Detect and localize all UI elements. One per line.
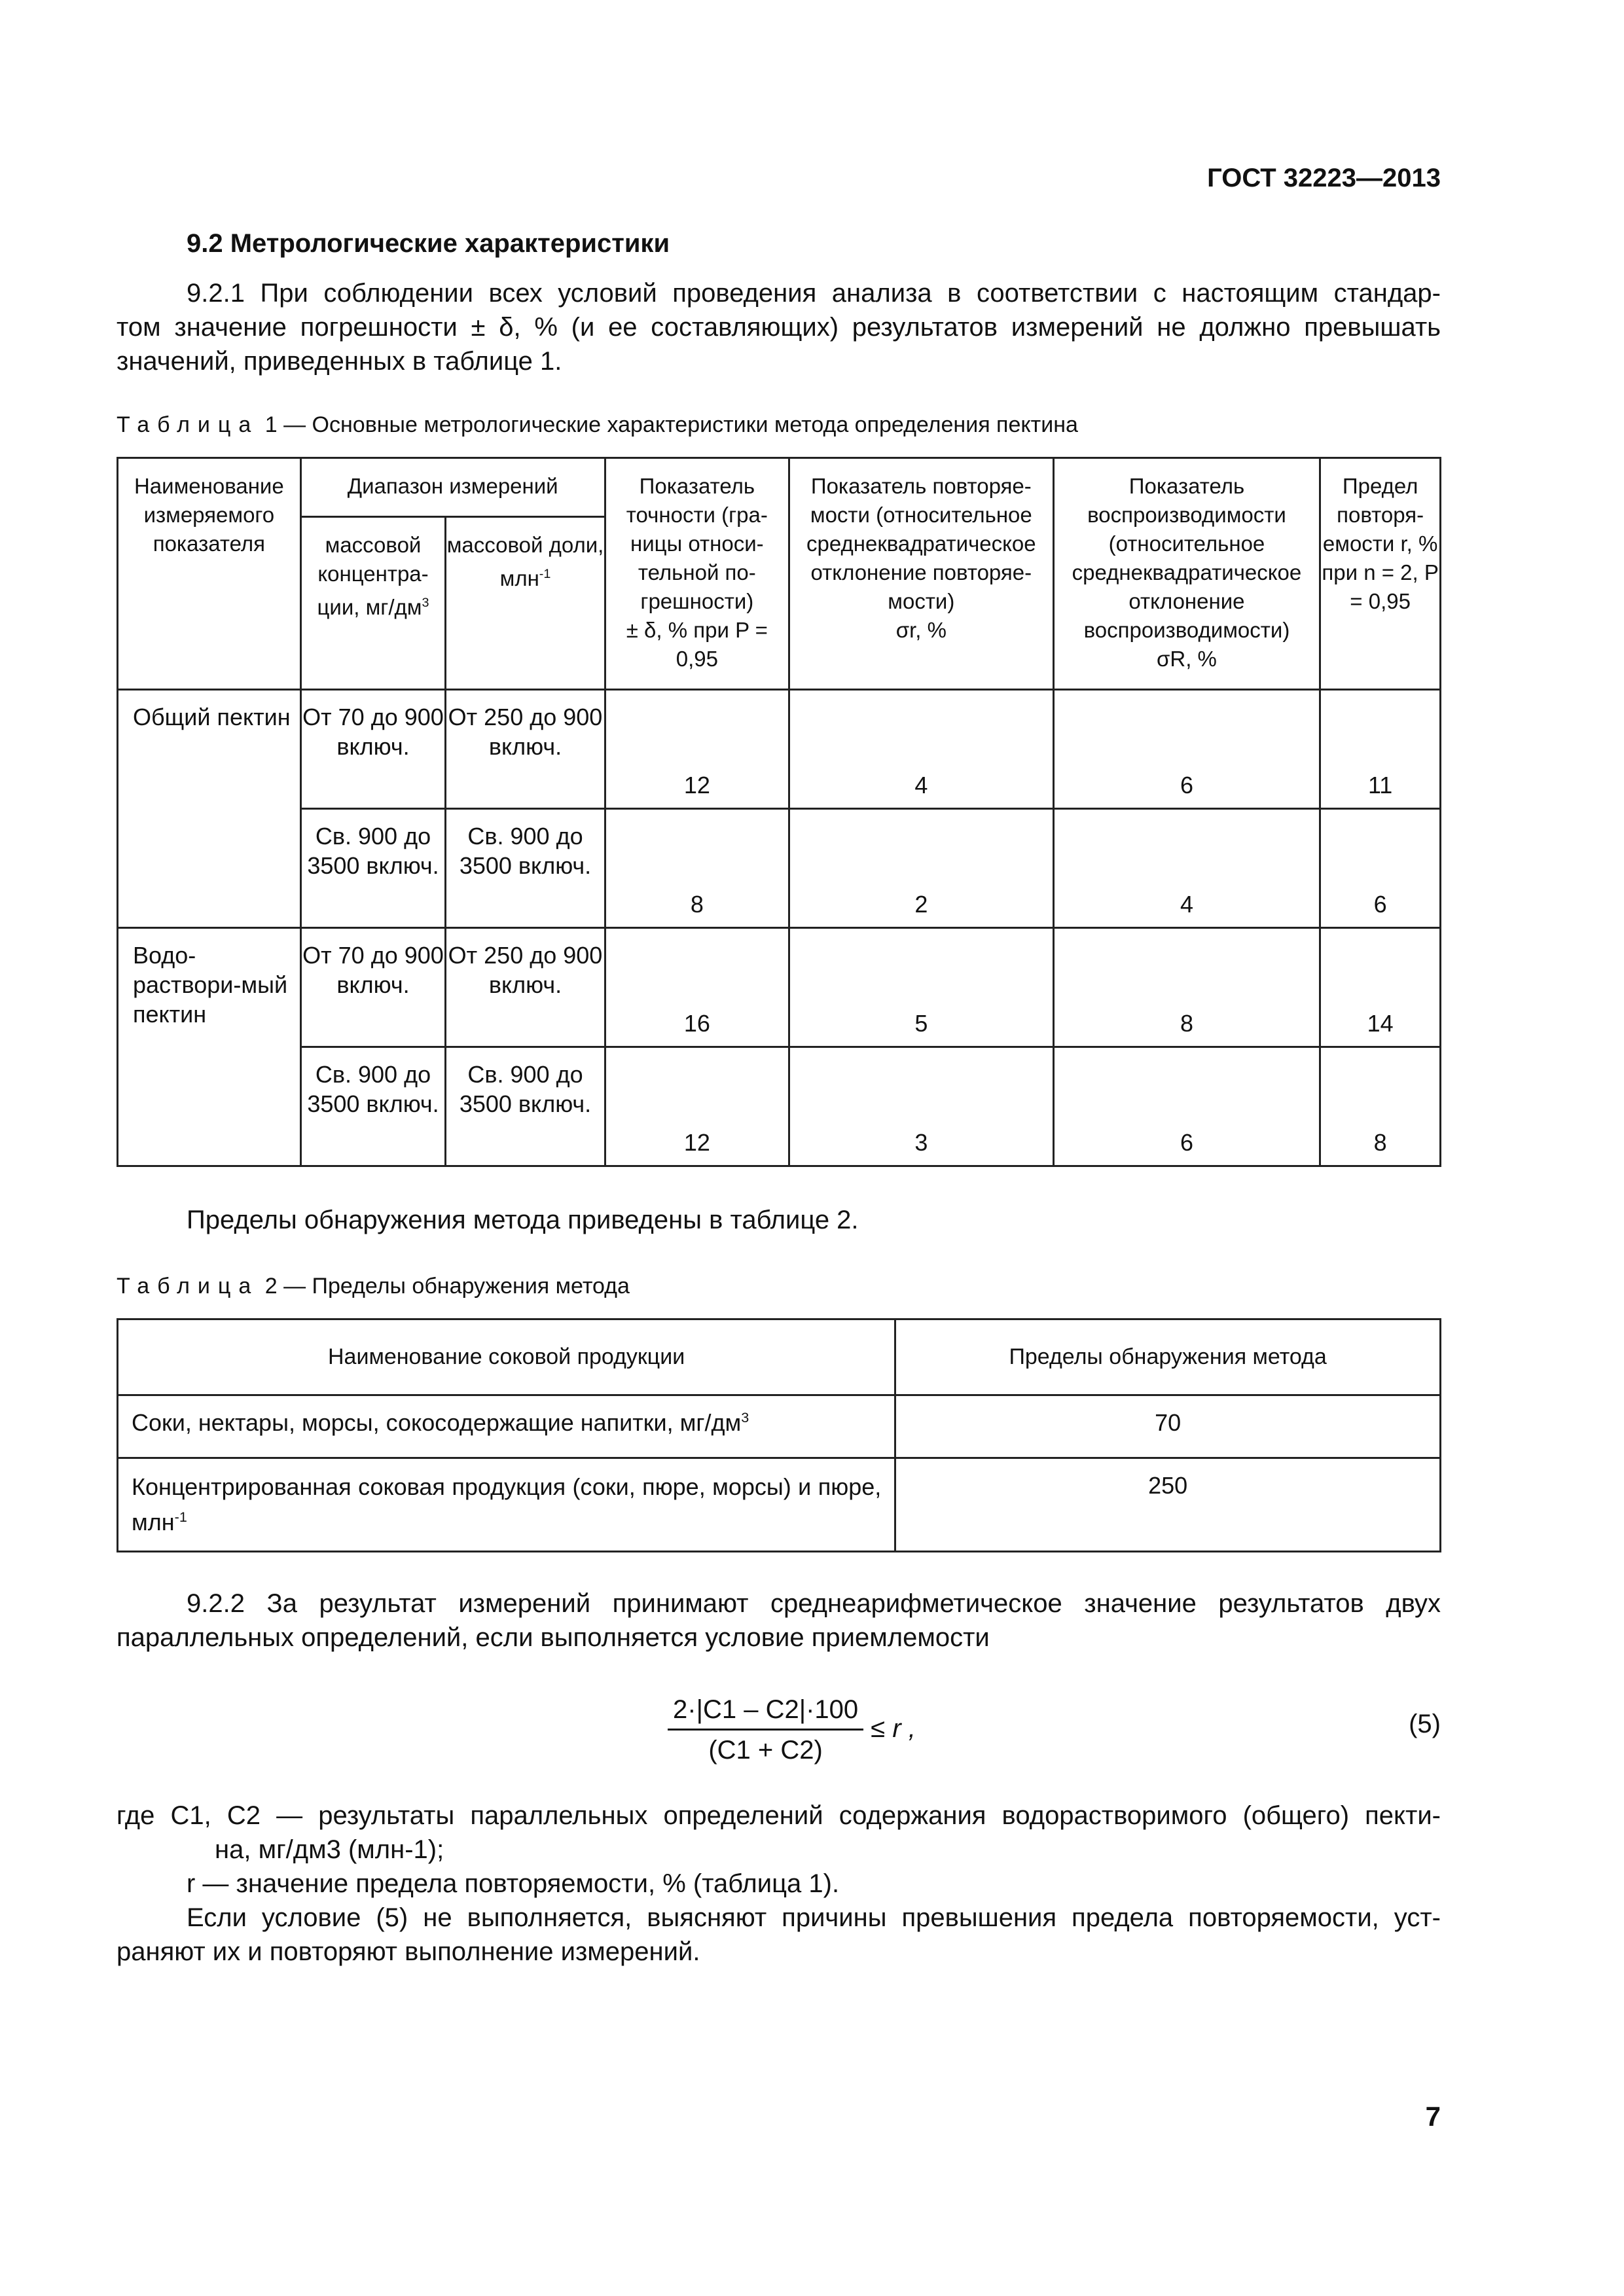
- repeatability-value: 2: [789, 809, 1054, 928]
- header-reproducibility-tail: σR, %: [1157, 647, 1217, 671]
- table-row: [118, 1047, 1441, 1166]
- where-line: на, мг/дм3 (млн-1);: [215, 1835, 444, 1864]
- header-measurement-range: Диапазон измерений: [300, 458, 605, 517]
- table2-caption-label: Таблица: [117, 1274, 259, 1299]
- standard-header: ГОСТ 32223—2013: [1207, 164, 1441, 192]
- limit-value: 8: [1320, 1047, 1441, 1166]
- product-name: [118, 1458, 895, 1552]
- formula-numerator: 2·|C1 – C2|·100: [668, 1695, 863, 1731]
- section-title: 9.2 Метрологические характеристики: [187, 229, 670, 258]
- metrology-table: [117, 457, 1441, 1167]
- table2-caption-text: 2 — Пределы обнаружения метода: [259, 1274, 630, 1299]
- header-detection-limit: Пределы обнаружения метода: [895, 1319, 1441, 1395]
- range-fraction: Св. 900 до 3500 включ.: [446, 1047, 605, 1166]
- formula-denominator: (C1 + C2): [708, 1736, 823, 1765]
- accuracy-value: 12: [605, 690, 789, 809]
- superscript: 3: [741, 1409, 749, 1426]
- table1-caption: [117, 412, 1078, 438]
- header-accuracy-text: Показатель точности (гра-ницы относи-тельной по-грешности): [626, 474, 768, 613]
- page-number: 7: [1425, 2101, 1441, 2132]
- product-name-text: Концентрированная соковая продукция (соки, пюре, морсы) и пюре, млн: [132, 1473, 882, 1535]
- range-fraction: От 250 до 900 включ.: [446, 928, 605, 1047]
- accuracy-value: 12: [605, 1047, 789, 1166]
- detection-limits-paragraph: Пределы обнаружения метода приведены в таблице 2.: [187, 1206, 859, 1234]
- accuracy-value: 16: [605, 928, 789, 1047]
- header-product-name: Наименование соковой продукции: [118, 1319, 895, 1395]
- table-row: [118, 1395, 1441, 1458]
- paragraph-9-2-1: [117, 276, 1441, 378]
- header-measured-indicator: Наименование измеряемого показателя: [118, 458, 301, 690]
- detection-limits-table: [117, 1318, 1441, 1552]
- reproducibility-value: 6: [1053, 690, 1320, 809]
- header-reproducibility: [1053, 458, 1320, 690]
- table-row: [118, 1458, 1441, 1552]
- header-repeatability-tail: σr, %: [895, 618, 947, 642]
- header-mass-concentration-text: массовой концентра-ции, мг/дм: [317, 533, 429, 619]
- where-line: r — значение предела повторяемости, % (таблица 1).: [187, 1869, 840, 1898]
- range-concentration: Св. 900 до 3500 включ.: [300, 1047, 446, 1166]
- superscript: -1: [539, 567, 551, 581]
- table-row: [118, 690, 1441, 809]
- where-line: раняют их и повторяют выполнение измерений.: [117, 1937, 700, 1966]
- paragraph-line: значений, приведенных в таблице 1.: [117, 347, 562, 376]
- reproducibility-value: 6: [1053, 1047, 1320, 1166]
- product-name: [118, 1395, 895, 1458]
- limit-value: 6: [1320, 809, 1441, 928]
- where-block: [117, 1799, 1441, 1969]
- table-row: [118, 809, 1441, 928]
- formula-fraction: [668, 1695, 863, 1765]
- indicator-name: Общий пектин: [118, 690, 301, 928]
- header-reproducibility-text: Показатель воспроизводимости (относительное среднеквадратическое отклонение воспроизводимости): [1072, 474, 1302, 642]
- detection-limit-value: 250: [895, 1458, 1441, 1552]
- header-mass-fraction-text: массовой доли, млн: [446, 533, 604, 590]
- header-repeatability: [789, 458, 1054, 690]
- range-concentration: От 70 до 900 включ.: [300, 928, 446, 1047]
- detection-limit-value: 70: [895, 1395, 1441, 1458]
- range-fraction: От 250 до 900 включ.: [446, 690, 605, 809]
- header-repeatability-limit: Предел повторя-емости r, % при n = 2, P = 0,95: [1320, 458, 1441, 690]
- formula-rhs: ≤ r ,: [871, 1714, 916, 1744]
- paragraph-line: параллельных определений, если выполняется условие приемлемости: [117, 1623, 990, 1652]
- paragraph-line: 9.2.2 За результат измерений принимают среднеарифметическое значение результатов двух: [187, 1589, 1441, 1618]
- limit-value: 11: [1320, 690, 1441, 809]
- table1-caption-text: 1 — Основные метрологические характеристики метода определения пектина: [259, 412, 1078, 437]
- repeatability-value: 3: [789, 1047, 1054, 1166]
- product-name-text: Соки, нектары, морсы, сокосодержащие напитки, мг/дм: [132, 1409, 742, 1436]
- header-mass-fraction: [446, 517, 605, 690]
- indicator-name: Водо-раствори-мый пектин: [118, 928, 301, 1166]
- equation-number: (5): [1409, 1710, 1441, 1738]
- repeatability-value: 4: [789, 690, 1054, 809]
- paragraph-line: том значение погрешности ± δ, % (и ее составляющих) результатов измерений не должно превышать: [117, 313, 1441, 342]
- table-row: [118, 928, 1441, 1047]
- reproducibility-value: 8: [1053, 928, 1320, 1047]
- header-accuracy-tail: ± δ, % при P = 0,95: [626, 618, 768, 671]
- table2-caption: [117, 1274, 630, 1299]
- paragraph-line: 9.2.1 При соблюдении всех условий проведения анализа в соответствии с настоящим стандар-: [187, 279, 1441, 308]
- where-line: где C1, C2 — результаты параллельных определений содержания водорастворимого (общего) пекти-: [117, 1801, 1441, 1830]
- table1-caption-label: Таблица: [117, 412, 259, 437]
- range-concentration: Св. 900 до 3500 включ.: [300, 809, 446, 928]
- header-mass-concentration: [300, 517, 446, 690]
- range-fraction: Св. 900 до 3500 включ.: [446, 809, 605, 928]
- range-concentration: От 70 до 900 включ.: [300, 690, 446, 809]
- acceptance-formula: [668, 1695, 916, 1765]
- paragraph-9-2-2: [117, 1587, 1441, 1655]
- superscript: 3: [422, 596, 429, 610]
- header-accuracy: [605, 458, 789, 690]
- superscript: -1: [174, 1509, 187, 1525]
- reproducibility-value: 4: [1053, 809, 1320, 928]
- limit-value: 14: [1320, 928, 1441, 1047]
- header-repeatability-text: Показатель повторяе-мости (относительное среднеквадратическое отклонение повторяе-мости): [806, 474, 1036, 613]
- accuracy-value: 8: [605, 809, 789, 928]
- repeatability-value: 5: [789, 928, 1054, 1047]
- where-line: Если условие (5) не выполняется, выясняют причины превышения предела повторяемости, уст-: [187, 1903, 1441, 1932]
